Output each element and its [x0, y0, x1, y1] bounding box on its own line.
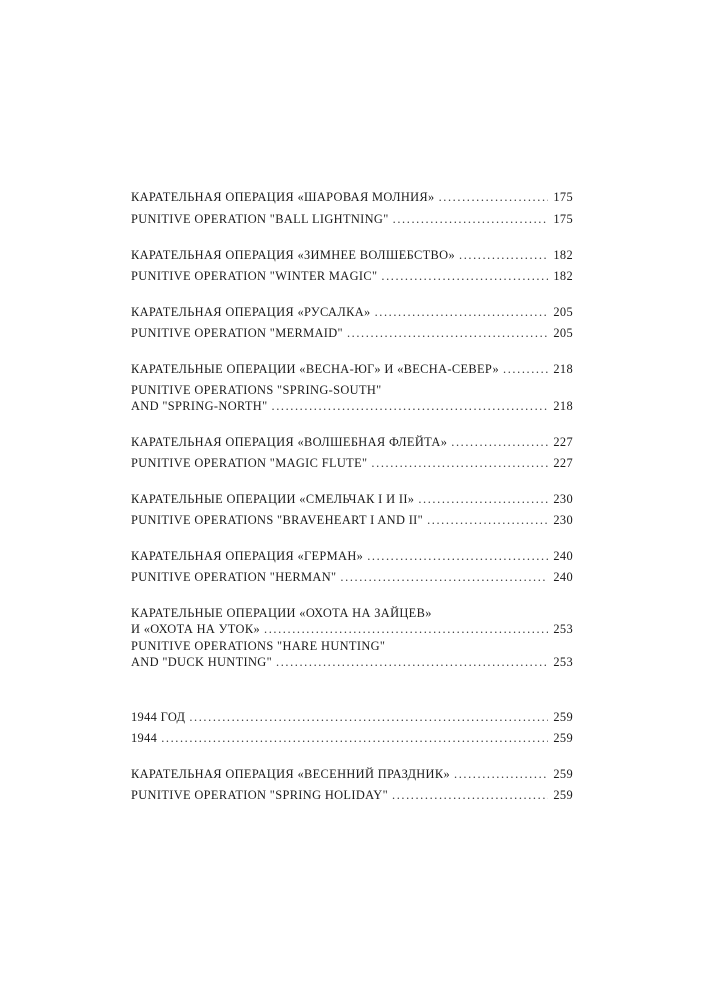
dot-leader [393, 210, 548, 228]
entry-title: PUNITIVE OPERATION "SPRING HOLIDAY" [131, 788, 388, 802]
dot-leader [451, 433, 548, 451]
toc-entry[interactable] [131, 188, 573, 206]
entry-title: 1944 [131, 731, 158, 745]
page-number: 205 [553, 326, 573, 340]
page-number: 253 [553, 622, 573, 636]
page-number: 230 [553, 492, 573, 506]
toc-entry[interactable] [131, 653, 573, 671]
entry-title: PUNITIVE OPERATION "HERMAN" [131, 570, 337, 584]
dot-leader [418, 490, 548, 508]
toc-entry[interactable] [131, 246, 573, 264]
dot-leader [381, 267, 548, 285]
dot-leader [367, 547, 548, 565]
page-number: 240 [553, 570, 573, 584]
page-number: 227 [553, 456, 573, 470]
entry-title: PUNITIVE OPERATION "WINTER MAGIC" [131, 269, 378, 283]
entry-title: 1944 ГОД [131, 710, 186, 724]
entry-title: PUNITIVE OPERATIONS "BRAVEHEART I AND II" [131, 513, 424, 527]
page-number: 175 [553, 190, 573, 204]
page-number: 240 [553, 549, 573, 563]
entry-title: PUNITIVE OPERATIONS "HARE HUNTING" [131, 639, 386, 653]
dot-leader [272, 397, 549, 415]
toc-entry[interactable] [131, 303, 573, 321]
page-number: 259 [553, 767, 573, 781]
entry-title: КАРАТЕЛЬНЫЕ ОПЕРАЦИИ «ВЕСНА-ЮГ» И «ВЕСНА-СЕВЕР» [131, 362, 500, 376]
dot-leader [264, 620, 548, 638]
toc-entry[interactable] [131, 765, 573, 783]
toc-entry[interactable] [131, 547, 573, 565]
toc-entry[interactable] [131, 267, 573, 285]
entry-title: КАРАТЕЛЬНЫЕ ОПЕРАЦИИ «ОХОТА НА ЗАЙЦЕВ» [131, 606, 432, 620]
page-number: 175 [553, 212, 573, 226]
page-number: 259 [553, 788, 573, 802]
dot-leader [503, 360, 548, 378]
entry-title: КАРАТЕЛЬНАЯ ОПЕРАЦИЯ «РУСАЛКА» [131, 305, 371, 319]
dot-leader [459, 246, 548, 264]
dot-leader [392, 786, 548, 804]
dot-leader [276, 653, 548, 671]
toc-entry[interactable] [131, 620, 573, 638]
toc-entry[interactable] [131, 786, 573, 804]
toc-entry[interactable] [131, 210, 573, 228]
dot-leader [189, 708, 548, 726]
dot-leader [375, 303, 548, 321]
entry-title: КАРАТЕЛЬНАЯ ОПЕРАЦИЯ «ВОЛШЕБНАЯ ФЛЕЙТА» [131, 435, 448, 449]
entry-title: AND "DUCK HUNTING" [131, 655, 272, 669]
page-number: 230 [553, 513, 573, 527]
page-number: 259 [553, 731, 573, 745]
entry-title: КАРАТЕЛЬНАЯ ОПЕРАЦИЯ «ШАРОВАЯ МОЛНИЯ» [131, 190, 435, 204]
toc-entry[interactable] [131, 360, 573, 378]
entry-title: PUNITIVE OPERATIONS "SPRING-SOUTH" [131, 383, 382, 397]
page-number: 253 [553, 655, 573, 669]
entry-title: КАРАТЕЛЬНАЯ ОПЕРАЦИЯ «ВЕСЕННИЙ ПРАЗДНИК» [131, 767, 451, 781]
page-number: 205 [553, 305, 573, 319]
page-number: 182 [553, 248, 573, 262]
entry-title: PUNITIVE OPERATION "MERMAID" [131, 326, 343, 340]
dot-leader [454, 765, 548, 783]
entry-title: КАРАТЕЛЬНАЯ ОПЕРАЦИЯ «ЗИМНЕЕ ВОЛШЕБСТВО» [131, 248, 455, 262]
dot-leader [427, 511, 548, 529]
entry-title: КАРАТЕЛЬНЫЕ ОПЕРАЦИИ «СМЕЛЬЧАК I И II» [131, 492, 415, 506]
entry-title: PUNITIVE OPERATION "MAGIC FLUTE" [131, 456, 368, 470]
entry-title: PUNITIVE OPERATION "BALL LIGHTNING" [131, 212, 389, 226]
page-number: 182 [553, 269, 573, 283]
entry-title: И «ОХОТА НА УТОК» [131, 622, 261, 636]
dot-leader [347, 324, 548, 342]
toc-entry[interactable] [131, 511, 573, 529]
dot-leader [161, 729, 548, 747]
entry-title: КАРАТЕЛЬНАЯ ОПЕРАЦИЯ «ГЕРМАН» [131, 549, 364, 563]
dot-leader [340, 568, 548, 586]
page-number: 218 [553, 362, 573, 376]
toc-entry[interactable] [131, 708, 573, 726]
page-number: 227 [553, 435, 573, 449]
entry-title: AND "SPRING-NORTH" [131, 399, 268, 413]
page-number: 218 [553, 399, 573, 413]
page-number: 259 [553, 710, 573, 724]
dot-leader [439, 188, 548, 206]
toc-entry[interactable] [131, 490, 573, 508]
toc-entry[interactable] [131, 729, 573, 747]
toc-entry[interactable] [131, 397, 573, 415]
toc-entry[interactable] [131, 433, 573, 451]
toc-entry[interactable] [131, 568, 573, 586]
dot-leader [371, 454, 548, 472]
toc-entry[interactable] [131, 454, 573, 472]
toc-entry[interactable] [131, 324, 573, 342]
